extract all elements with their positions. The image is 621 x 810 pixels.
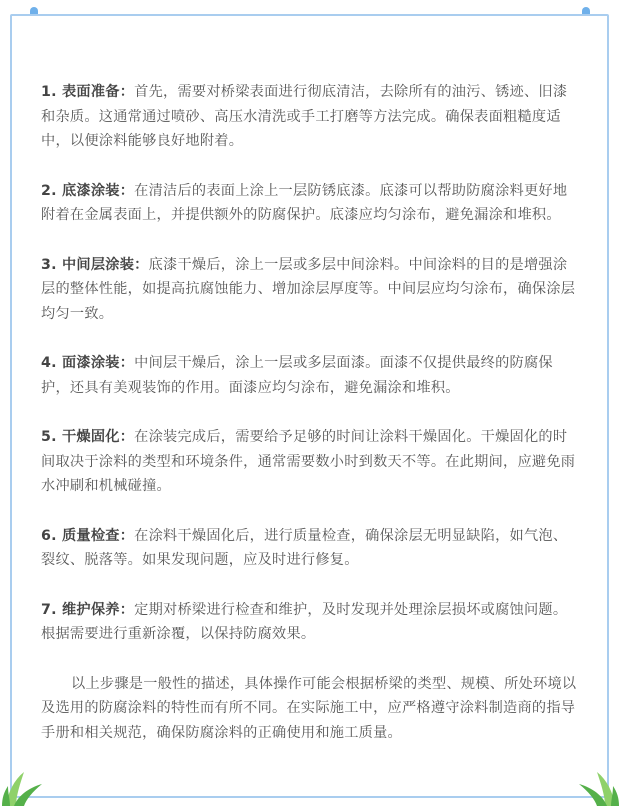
grass-leaf-icon — [2, 766, 44, 806]
step-text: 定期对桥梁进行检查和维护，及时发现并处理涂层损坏或腐蚀问题。根据需要进行重新涂覆，以保持防腐效果。 — [41, 601, 568, 642]
step-text: 首先，需要对桥梁表面进行彻底清洁，去除所有的油污、锈迹、旧漆和杂质。这通常通过喷砂、高压水清洗或手工打磨等方法完成。确保表面粗糙度适中，以便涂料能够良好地附着。 — [41, 84, 568, 149]
step-title: 6. 质量检查： — [41, 527, 135, 544]
step-title: 5. 干燥固化： — [41, 429, 135, 445]
article-body — [41, 80, 581, 745]
step-text: 底漆干燥后，涂上一层或多层中间涂料。中间涂料的目的是增强涂层的整体性能，如提高抗腐蚀能力、增加涂层厚度等。中间层应均匀涂布，确保涂层均匀一致。 — [41, 256, 576, 322]
step-topcoat — [41, 351, 581, 400]
step-title: 3. 中间层涂装： — [41, 256, 149, 273]
step-text: 中间层干燥后，涂上一层或多层面漆。面漆不仅提供最终的防腐保护，还具有美观装饰的作用。面漆应均匀涂布，避免漏涂和堆积。 — [41, 355, 553, 396]
step-maintenance — [41, 598, 581, 647]
step-text: 在涂料干燥固化后，进行质量检查，确保涂层无明显缺陷，如气泡、裂纹、脱落等。如果发现问题，应及时进行修复。 — [41, 527, 568, 568]
step-intermediate-coat — [41, 253, 581, 327]
step-title: 7. 维护保养： — [41, 601, 135, 618]
step-primer — [41, 179, 581, 228]
step-text: 在清洁后的表面上涂上一层防锈底漆。底漆可以帮助防腐涂料更好地附着在金属表面上，并提供额外的防腐保护。底漆应均匀涂布，避免漏涂和堆积。 — [41, 182, 568, 223]
closing-paragraph: 以上步骤是一般性的描述，具体操作可能会根据桥梁的类型、规模、所处环境以及选用的防腐涂料的特性而有所不同。在实际施工中，应严格遵守涂料制造商的指导手册和相关规范，确保防腐涂料的正确使用和施工质量。 — [41, 675, 577, 741]
grass-leaf-icon — [577, 766, 619, 806]
step-title: 2. 底漆涂装： — [41, 182, 135, 199]
step-text: 在涂装完成后，需要给予足够的时间让涂料干燥固化。干燥固化的时间取决于涂料的类型和环境条件，通常需要数小时到数天不等。在此期间，应避免雨水冲刷和机械碰撞。 — [41, 429, 576, 494]
step-title: 4. 面漆涂装： — [41, 355, 135, 371]
step-title: 1. 表面准备： — [41, 84, 135, 100]
step-drying-curing — [41, 425, 581, 499]
step-quality-check — [41, 524, 581, 573]
step-surface-prep — [41, 80, 581, 154]
